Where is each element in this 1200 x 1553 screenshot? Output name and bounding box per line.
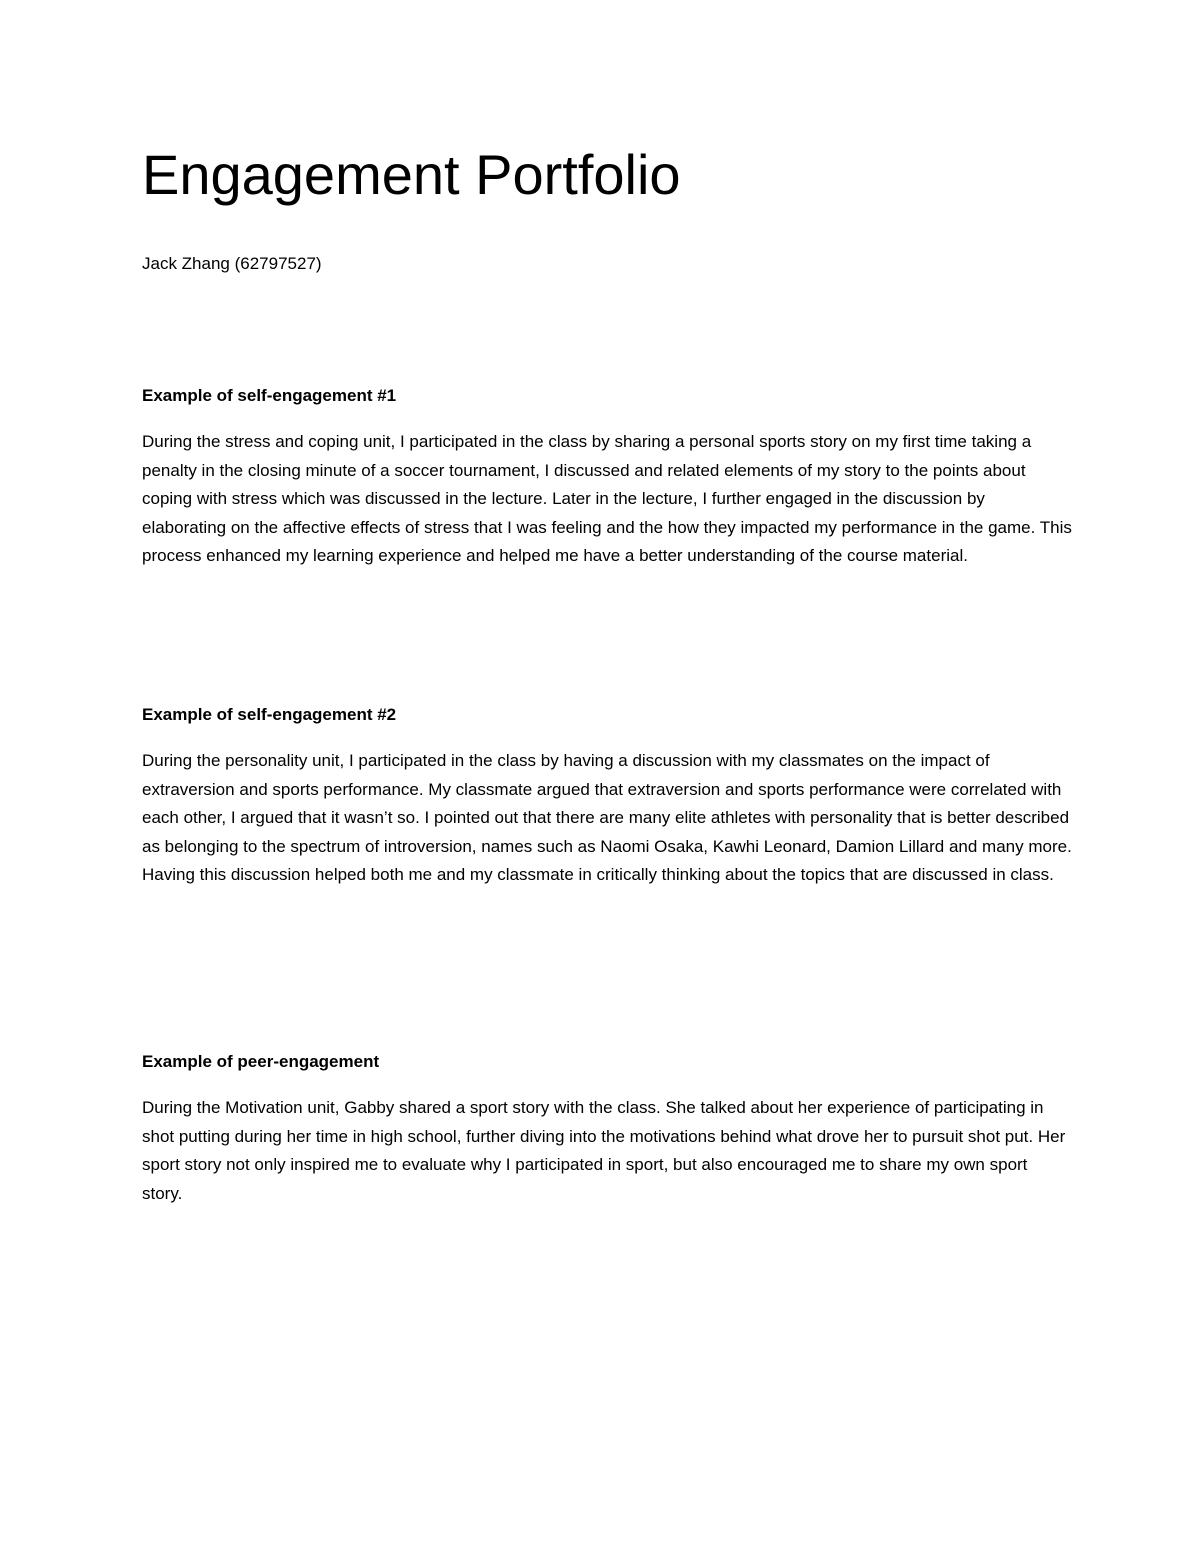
author-line: Jack Zhang (62797527) <box>142 254 322 273</box>
section-self-engagement-2 <box>142 703 1072 890</box>
section-heading: Example of self-engagement #2 <box>142 705 397 724</box>
section-peer-engagement <box>142 1050 1072 1208</box>
section-self-engagement-1 <box>142 384 1072 571</box>
section-body: During the Motivation unit, Gabby shared a sport story with the class. She talked about her experience of participating in shot putting during her time in high school, further diving into the motivations behind what drove her to pursuit shot put. Her sport story not only inspired me to evaluate why I participated in sport, but also encouraged me to share my own sport story. <box>142 1098 1066 1203</box>
section-body: During the personality unit, I participated in the class by having a discussion with my classmates on the impact of extraversion and sports performance. My classmate argued that extraversion and sports performance were correlated with each other, I argued that it wasn’t so. I pointed out that there are many elite athletes with personality that is better described as belonging to the spectrum of introversion, names such as Naomi Osaka, Kawhi Leonard, Damion Lillard and many more. Having this discussion helped both me and my classmate in critically thinking about the topics that are discussed in class. <box>142 751 1072 885</box>
section-body: During the stress and coping unit, I participated in the class by sharing a personal sports story on my first time taking a penalty in the closing minute of a soccer tournament, I discussed and related elements of my story to the points about coping with stress which was discussed in the lecture. Later in the lecture, I further engaged in the discussion by elaborating on the affective effects of stress that I was feeling and the how they impacted my performance in the game. This process enhanced my learning experience and helped me have a better understanding of the course material. <box>142 432 1072 566</box>
section-heading: Example of self-engagement #1 <box>142 386 397 405</box>
section-heading: Example of peer-engagement <box>142 1052 380 1071</box>
document-title: Engagement Portfolio <box>142 143 681 206</box>
